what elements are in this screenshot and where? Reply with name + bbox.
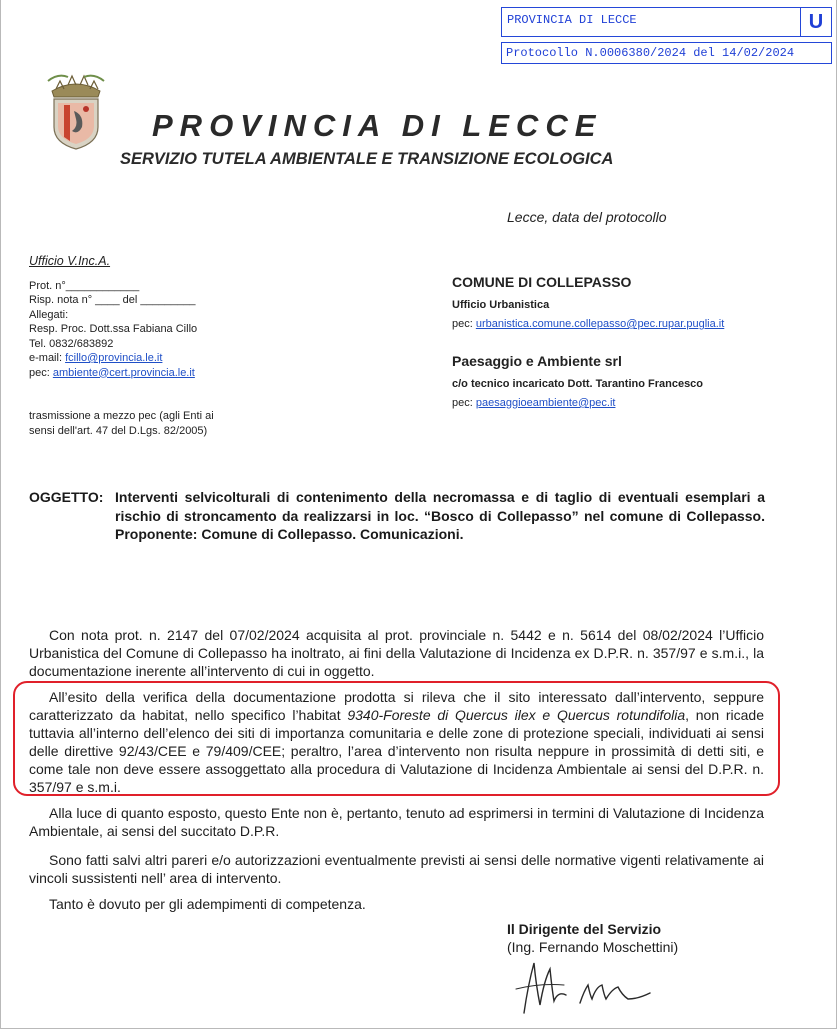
habitat-name: 9340-Foreste di Quercus ilex e Quercus rotundifolia: [347, 707, 686, 723]
sender-phone: Tel. 0832/683892: [29, 337, 114, 350]
sender-prot: Prot. n°____________: [29, 279, 140, 292]
sender-email-label: e-mail:: [29, 352, 66, 364]
sender-pec-link[interactable]: ambiente@cert.provincia.le.it: [52, 366, 195, 379]
org-title: PROVINCIA DI LECCE: [152, 108, 603, 143]
sender-responsible: Resp. Proc. Dott.ssa Fabiana Cillo: [29, 323, 198, 335]
signatory-role: Il Dirigente del Servizio: [507, 921, 662, 937]
recipient-pec-link[interactable]: paesaggioeambiente@pec.it: [475, 397, 616, 409]
body-paragraph-1: Con nota prot. n. 2147 del 07/02/2024 acquisita al prot. provinciale n. 5442 e n. 5614 del 08/02/2024 l’Ufficio Urbanistica del Comune di Collepasso ha inoltrato, ai fini della Valutazione di Incidenza ex D.P.R. n. 357/97 e s.m.i., la documentazione inerente all’intervento di cui in oggetto.: [29, 627, 764, 679]
transmission-line-2: sensi dell'art. 47 del D.Lgs. 82/2005): [29, 424, 208, 437]
sender-email-link[interactable]: fcillo@provincia.le.it: [65, 352, 163, 364]
handwritten-signature-icon: [510, 955, 660, 1017]
body-paragraph-5: Tanto è dovuto per gli adempimenti di competenza.: [49, 896, 366, 912]
sender-pec-label: pec:: [29, 366, 53, 379]
place-date: Lecce, data del protocollo: [507, 209, 667, 225]
transmission-note: [29, 409, 214, 438]
subject-label: OGGETTO:: [29, 489, 104, 505]
transmission-line-1: trasmissione a mezzo pec (agli Enti ai: [29, 410, 214, 422]
signatory-name: (Ing. Fernando Moschettini): [507, 939, 679, 955]
body-paragraph-4: Sono fatti salvi altri pareri e/o autorizzazioni eventualmente previsti ai sensi delle normative vigenti relativamente ai vincoli sussistenti nell’ area di intervento.: [29, 852, 764, 886]
coat-of-arms-icon: [44, 71, 108, 151]
sender-email-line: [29, 351, 299, 366]
body-paragraph-2: [29, 688, 764, 796]
sender-attachments: Allegati:: [29, 308, 69, 321]
sender-block: [29, 254, 299, 380]
sender-reply-ref: Risp. nota n° ____ del _________: [29, 294, 196, 306]
recipient-office: Ufficio Urbanistica: [452, 299, 550, 311]
body-paragraph-3: Alla luce di quanto esposto, questo Ente non è, pertanto, tenuto ad esprimersi in termini di Valutazione di Incidenza Ambientale, ai sensi del succitato D.P.R.: [29, 805, 764, 839]
stamp-header-row: [501, 7, 832, 37]
recipient-pec-line: [452, 318, 822, 330]
sender-pec-line: [29, 366, 299, 381]
signature-block: [507, 920, 678, 956]
protocol-stamp: [501, 7, 832, 64]
recipient-office: c/o tecnico incaricato Dott. Tarantino Francesco: [452, 378, 704, 390]
recipient-pec-label: pec:: [452, 318, 476, 330]
recipients-block: [452, 274, 822, 409]
stamp-protocol-number: Protocollo N.0006380/2024 del 14/02/2024: [501, 42, 832, 64]
sender-office: Ufficio V.Inc.A.: [29, 254, 111, 268]
org-subtitle: SERVIZIO TUTELA AMBIENTALE E TRANSIZIONE ECOLOGICA: [120, 150, 614, 168]
recipient-name: COMUNE DI COLLEPASSO: [452, 274, 632, 290]
stamp-office: PROVINCIA DI LECCE: [507, 13, 637, 27]
body-paragraph-2-end: , non ricade tuttavia all’interno dell’elenco dei siti di importanza comunitaria e delle zone di protezione speciali, individuati ai sensi delle direttive 92/43/CEE e 79/409/CEE; peraltro, l’area d’intervento non risulta neppure in prossimità di detti siti, e come tale non deve essere assoggettato alla procedura di Valutazione di Incidenza Ambientale ai sensi del D.P.R. n. 357/97 e s.m.i.: [29, 707, 765, 795]
recipient-pec-link[interactable]: urbanistica.comune.collepasso@pec.rupar.puglia.it: [475, 318, 725, 330]
subject-text: Interventi selvicolturali di contenimento della necromassa e di taglio di eventuali esemplari a rischio di stroncamento da realizzarsi in loc. “Bosco di Collepasso” nel comune di Collepasso. Proponente: Comune di Collepasso. Comunicazioni.: [115, 489, 765, 542]
recipient-comune: [452, 274, 822, 330]
stamp-flag: U: [800, 8, 831, 36]
recipient-paesaggio: [452, 353, 822, 409]
recipient-name: Paesaggio e Ambiente srl: [452, 353, 622, 369]
recipient-pec-line: [452, 397, 822, 409]
body-paragraph-2-start: All’esito della verifica della documentazione prodotta si rileva che il sito interessato dall’intervento, seppure caratterizzato da habitat, nello specifico l’habitat: [29, 689, 764, 723]
recipient-pec-label: pec:: [452, 397, 476, 409]
subject-block: [29, 488, 765, 544]
